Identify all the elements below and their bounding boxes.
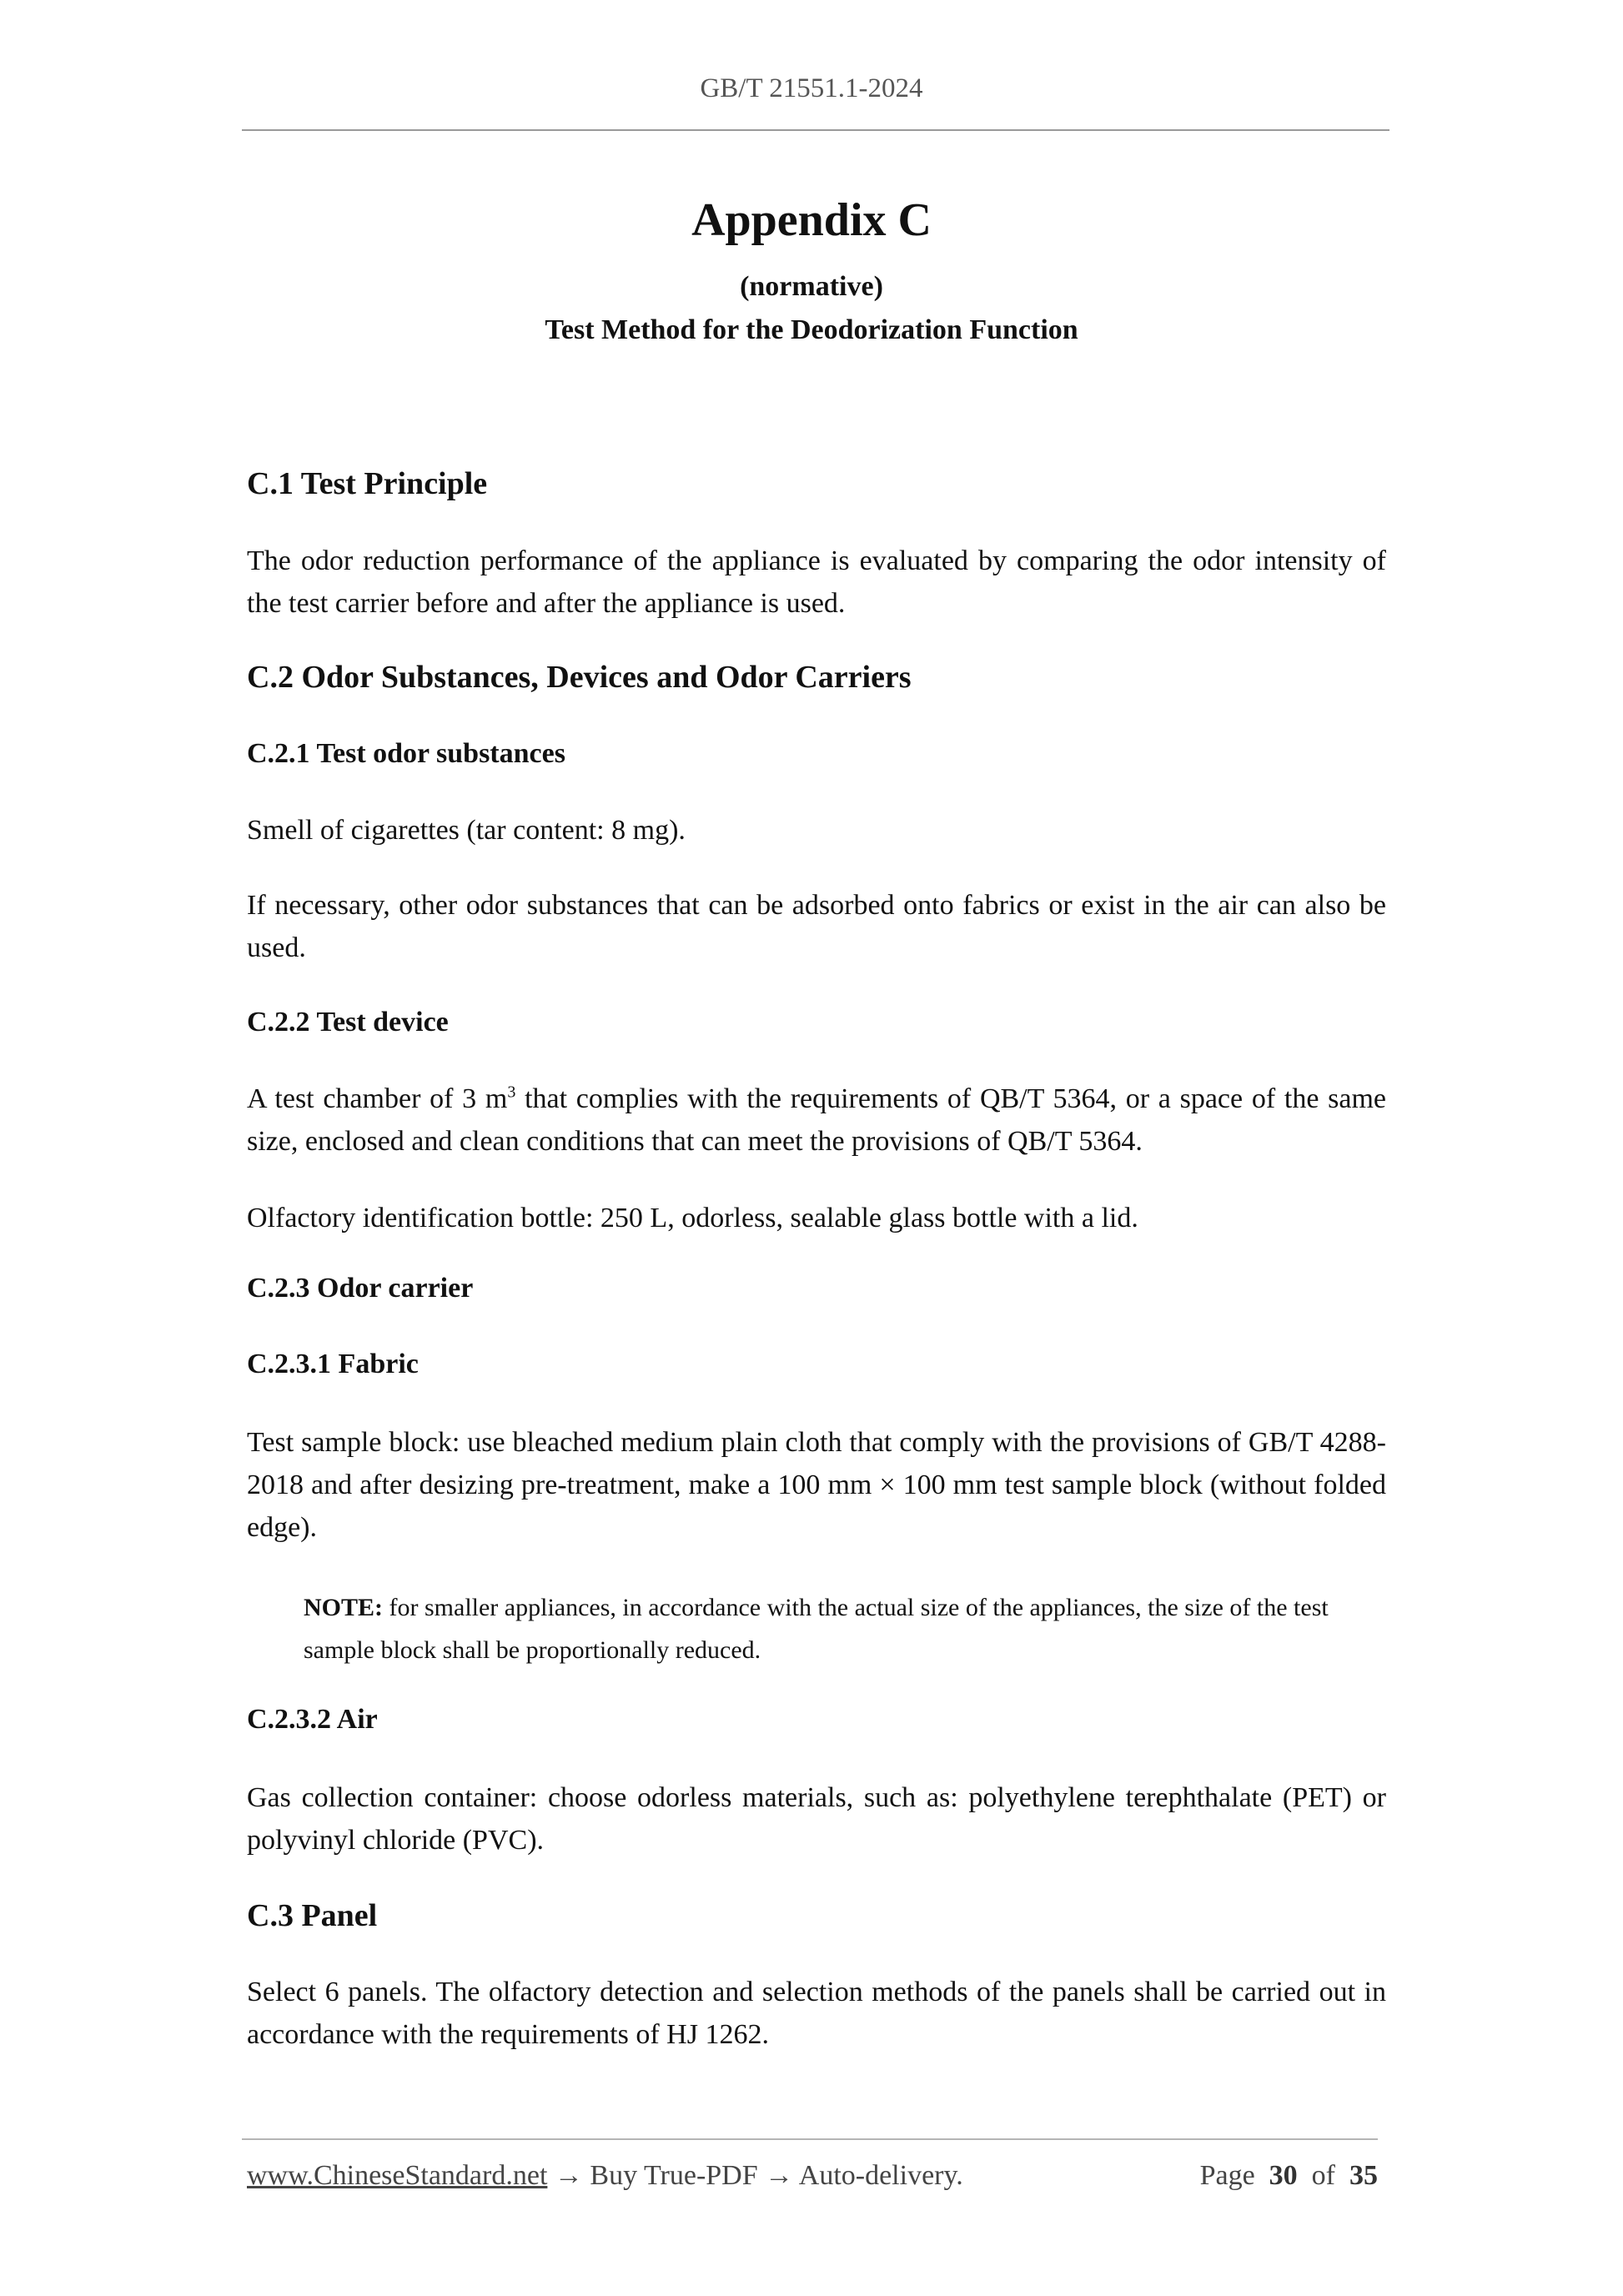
footer-promo [247,2160,963,2192]
c22-superscript: 3 [507,1083,516,1102]
section-c22-heading: C.2.2 Test device [247,1007,449,1037]
section-c21-paragraph-2: If necessary, other odor substances that can be adsorbed onto fabrics or exist in the air can also be used. [247,890,1386,963]
note-block [304,1586,1386,1671]
page-number [1200,2160,1378,2192]
appendix-title: Appendix C [691,194,932,246]
document-id-header: GB/T 21551.1-2024 [700,73,923,103]
section-c21-paragraph-1: Smell of cigarettes (tar content: 8 mg). [247,815,686,846]
website-link[interactable]: www.ChineseStandard.net [247,2160,548,2191]
section-c231-paragraph: Test sample block: use bleached medium plain cloth that comply with the provisions of GB/T 4288-2018 and after desizing pre-treatment, make a 100 mm × 100 mm test sample block (without folded edge). [247,1427,1386,1543]
section-c22-paragraph-2: Olfactory identification bottle: 250 L, odorless, sealable glass bottle with a lid. [247,1203,1138,1233]
total-pages: 35 [1349,2160,1378,2191]
header-divider [242,129,1389,131]
section-c1-heading: C.1 Test Principle [247,466,488,501]
section-c1-paragraph: The odor reduction performance of the appliance is evaluated by comparing the odor intensity of the test carrier before and after the appliance is used. [247,545,1386,619]
page-label: Page [1199,2160,1255,2191]
section-c3-heading: C.3 Panel [247,1898,378,1933]
current-page: 30 [1269,2160,1298,2191]
c22-text-b: that complies with the requirements of QB/T 5364, or a space of the same size, enclosed and clean conditions that can meet the provisions of QB/T 5364. [247,1083,1387,1157]
section-c232-paragraph: Gas collection container: choose odorless materials, such as: polyethylene terephthalate (PET) or polyvinyl chloride (PVC). [247,1782,1386,1856]
footer-divider [242,2138,1378,2140]
auto-delivery-text: → Auto-delivery. [765,2160,963,2191]
appendix-subtitle: Test Method for the Deodorization Function [545,314,1078,345]
note-text: for smaller appliances, in accordance with the actual size of the appliances, the size of the test sample block shall be proportionally reduced. [304,1594,1329,1664]
note-label: NOTE: [304,1594,384,1621]
section-c232-heading: C.2.3.2 Air [247,1704,378,1735]
appendix-type: (normative) [740,271,883,302]
c22-text-a: A test chamber of 3 m [247,1083,508,1114]
section-c21-heading: C.2.1 Test odor substances [247,738,565,769]
of-label: of [1311,2160,1335,2191]
section-c23-heading: C.2.3 Odor carrier [247,1273,474,1304]
section-c231-heading: C.2.3.1 Fabric [247,1349,419,1379]
section-c3-paragraph: Select 6 panels. The olfactory detection and selection methods of the panels shall be carried out in accordance with the requirements of HJ 1262. [247,1977,1386,2050]
buy-true-pdf-text: → Buy True-PDF [547,2160,766,2191]
section-c2-heading: C.2 Odor Substances, Devices and Odor Carriers [247,660,912,695]
section-c22-paragraph-1 [247,1078,1386,1163]
